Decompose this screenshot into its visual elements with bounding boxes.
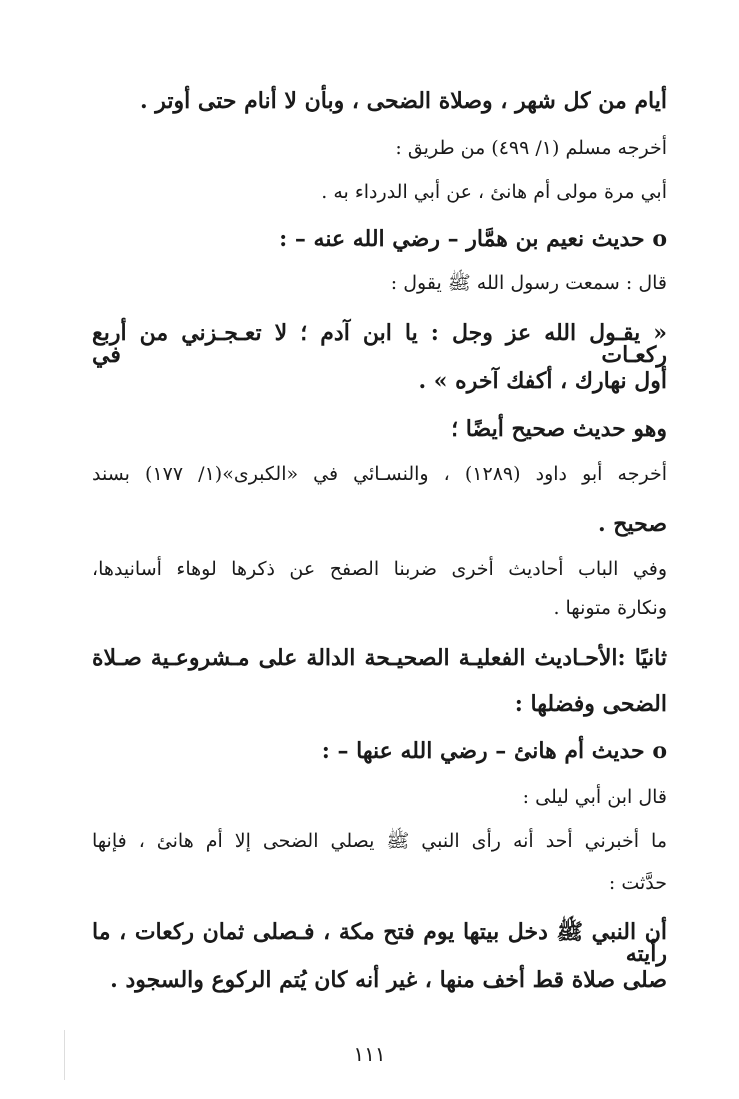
text-line-5: قال : سمعت رسول الله ﷺ يقول : (390, 272, 667, 294)
text-line-12: ونكارة متونها . (553, 597, 667, 619)
text-line-7: أول نهارك ، أكفك آخره » . (418, 368, 667, 394)
text-line-1: أيام من كل شهر ، وصلاة الضحى ، وبأن لا أنام حتى أوتر . (139, 88, 667, 114)
text-line-10: صحيح . (597, 511, 667, 537)
text-line-11: وفي الباب أحاديث أخرى ضربنا الصفح عن ذكرها لوهاء أسانيدها، (92, 558, 667, 580)
text-line-15: o حديث أم هانئ – رضي الله عنها – : (321, 738, 667, 764)
text-line-20: صلى صلاة قط أخف منها ، غير أنه كان يُتم الركوع والسجود . (110, 967, 667, 993)
text-line-19: أن النبي ﷺ دخل بيتها يوم فتح مكة ، فـصلى ثمان ركعات ، ما رأيته (92, 919, 667, 967)
text-line-8: وهو حديث صحيح أيضًا ؛ (451, 416, 667, 442)
text-line-6: « يقـول الله عز وجل : يا ابن آدم ؛ لا تعـجـزني من أربع ركعـات في (92, 320, 667, 368)
text-line-18: حدَّثت : (608, 872, 667, 894)
text-line-9: أخرجه أبو داود (١٢٨٩) ، والنسـائي في «الكبرى»(١/ ١٧٧) بسند (92, 463, 667, 485)
text-line-14: الضحى وفضلها : (514, 691, 667, 717)
text-line-3: أبي مرة مولى أم هانئ ، عن أبي الدرداء به . (321, 181, 667, 203)
page-number: ١١١ (353, 1042, 386, 1066)
text-line-4: o حديث نعيم بن همَّار – رضي الله عنه – : (279, 226, 667, 252)
text-line-13: ثانيًا :الأحـاديث الفعليـة الصحيـحة الدالة على مـشروعـية صـلاة (92, 645, 667, 671)
text-line-16: قال ابن أبي ليلى : (522, 786, 667, 808)
text-line-17: ما أخبرني أحد أنه رأى النبي ﷺ يصلي الضحى إلا أم هانئ ، فإنها (92, 830, 667, 852)
text-line-2: أخرجه مسلم (١/ ٤٩٩) من طريق : (395, 137, 667, 159)
